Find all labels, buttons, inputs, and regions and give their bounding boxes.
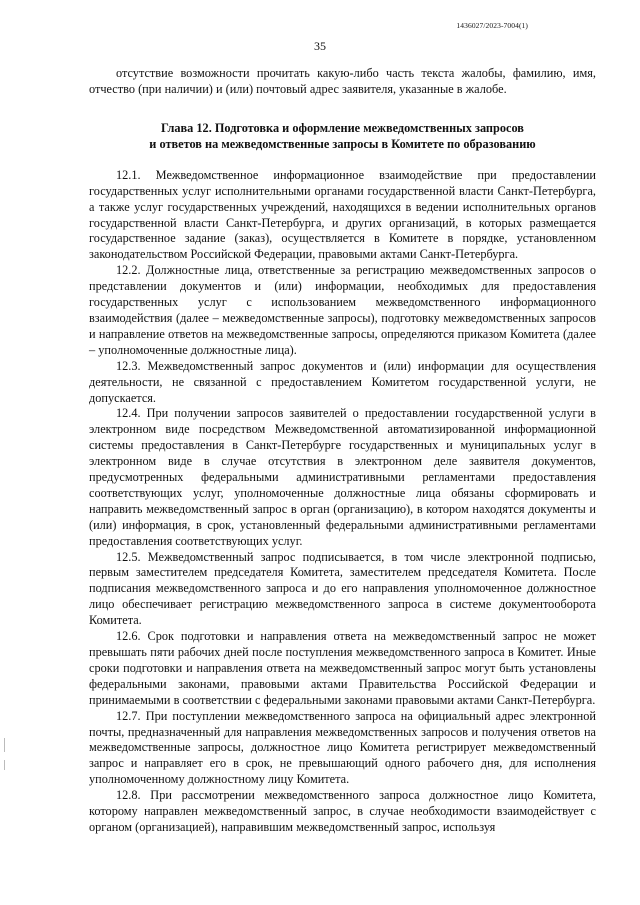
paragraph-12-5: 12.5. Межведомственный запрос подписывается, в том числе электронной подписью, первым заместителем председателя Комитета, заместителем председателя Комитета. После подписания межведомственного запроса и до его направления уполномоченное должностное лицо обеспечивает регистрацию межведомственного запроса в системе документооборота Комитета. bbox=[89, 549, 596, 628]
paragraph-12-7: 12.7. При поступлении межведомственного запроса на официальный адрес электронной почты, предназначенный для направления межведомственных запросов и получения ответов на межведомственные запросы, должностное лицо Комитета регистрирует межведомственный запрос и направляет его в срок, не превышающий одного рабочего дня, для исполнения уполномоченному должностному лицу Комитета. bbox=[89, 708, 596, 787]
paragraph-12-8: 12.8. При рассмотрении межведомственного запроса должностное лицо Комитета, которому направлен межведомственный запрос, в случае необходимости взаимодействует с органом (организацией), направившим межведомственный запрос, используя bbox=[89, 788, 596, 834]
paragraph-12-1: 12.1. Межведомственное информационное взаимодействие при предоставлении государственных услуг исполнительными органами государственной власти Санкт-Петербурга, а также услуг государственных учреждений, находящихся в ведении исполнительных органов государственной власти Санкт-Петербурга, и других организаций, в которых размещается государственное задание (заказ), осуществляется в Комитете в порядке, установленном законодательством Российской Федерации, правовыми актами Санкт-Петербурга. bbox=[89, 167, 596, 262]
chapter-heading-line-1: Глава 12. Подготовка и оформление межведомственных запросов bbox=[161, 120, 524, 135]
scan-edge-mark bbox=[4, 738, 5, 752]
lead-paragraph: отсутствие возможности прочитать какую-либо часть текста жалобы, фамилию, имя, отчество (при наличии) и (или) почтовый адрес заявителя, указанные в жалобе. bbox=[89, 66, 596, 96]
paragraph-12-6: 12.6. Срок подготовки и направления ответа на межведомственный запрос не может превышать пяти рабочих дней после поступления межведомственного запроса в Комитет. Иные сроки подготовки и направления ответа на межведомственный запрос могут быть установлены федеральными законами, правовыми актами Правительства Российской Федерации и принимаемыми в соответствии с федеральными законами правовыми актами Санкт-Петербурга. bbox=[89, 629, 596, 707]
scan-edge-mark bbox=[4, 760, 5, 770]
chapter-heading bbox=[89, 120, 596, 152]
paragraph-12-4: 12.4. При получении запросов заявителей о предоставлении государственной услуги в электронном виде посредством Межведомственной автоматизированной информационной системы предоставления в Санкт-Петербурге государственных и муниципальных услуг в электронном виде в случае отсутствия в электронном деле заявителя документов, предусмотренных федеральными административными регламентами предоставления соответствующих услуг, уполномоченные должностные лица обязаны сформировать и направить межведомственный запрос в орган (организацию), в котором находятся документы и (или) информация, в срок, установленный федеральными административными регламентами предоставления соответствующих услуг. bbox=[89, 406, 596, 548]
chapter-heading-line-2: и ответов на межведомственные запросы в Комитете по образованию bbox=[149, 136, 536, 151]
page-number: 35 bbox=[314, 39, 326, 53]
document-number: 1436027/2023-7004(1) bbox=[456, 21, 528, 30]
page-body bbox=[89, 66, 596, 836]
paragraph-12-3: 12.3. Межведомственный запрос документов и (или) информации для осуществления деятельности, не связанной с предоставлением Комитетом государственной услуги, не допускается. bbox=[89, 358, 596, 405]
paragraph-12-2: 12.2. Должностные лица, ответственные за регистрацию межведомственных запросов о представлении документов и (или) информации, необходимых для предоставления государственных услуг с использованием межведомственного информационного взаимодействия (далее – межведомственные запросы), подготовку межведомственных запросов и направление ответов на межведомственные запросы, определяются приказом Комитета (далее – уполномоченные должностные лица). bbox=[89, 263, 596, 357]
